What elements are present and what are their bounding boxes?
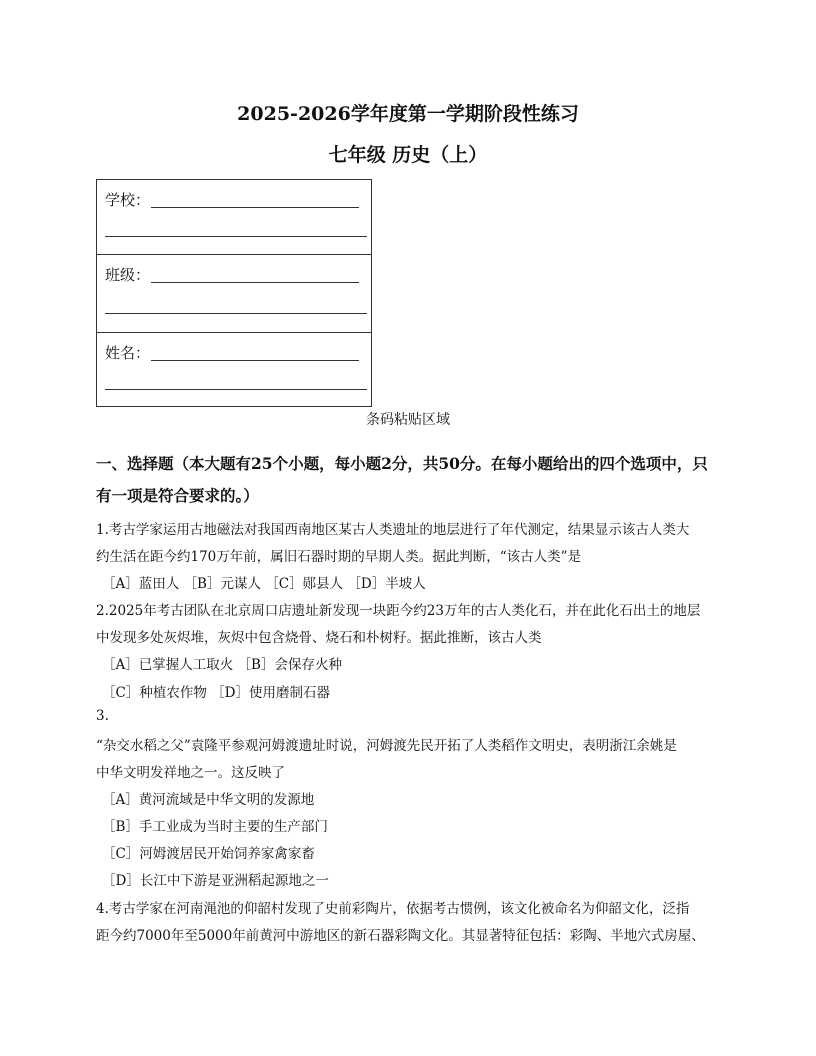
class-field[interactable] [151,282,359,283]
question-2-text-cont: 中发现多处灰烬堆，灰烬中包含烧骨、烧石和朴树籽。据此推断，该古人类 [96,630,542,646]
section-heading-cont: 有一项是符合要求的。） [96,486,259,505]
student-info-box [96,179,372,407]
section-heading: 一、选择题（本大题有25个小题，每小题2分，共50分。在每小题给出的四个选项中，只 [96,454,708,473]
question-3-option-a: ［A］黄河流域是中华文明的发源地 [102,792,315,808]
divider [97,254,371,255]
question-3-option-c: ［C］河姆渡居民开始饲养家禽家畜 [102,846,315,862]
name-field-line2[interactable] [105,389,367,390]
question-2-options-ab: ［A］已掌握人工取火 ［B］会保存火种 [102,657,342,673]
school-label: 学校： [105,191,151,209]
page-title: 2025-2026学年度第一学期阶段性练习 [237,103,579,125]
barcode-area-label: 条码粘贴区域 [366,412,450,428]
question-1-options: ［A］蓝田人 ［B］元谋人 ［C］郧县人 ［D］半坡人 [102,576,426,592]
question-2-options-cd: ［C］种植农作物 ［D］使用磨制石器 [102,685,330,701]
question-4-text: 4.考古学家在河南渑池的仰韶村发现了史前彩陶片，依据考古惯例，该文化被命名为仰韶文化，泛指 [96,901,690,917]
school-field-line2[interactable] [105,236,367,237]
divider [97,332,371,333]
question-3-number: 3. [96,708,109,724]
name-label: 姓名： [105,344,151,362]
question-4-text-cont: 距今约7000年至5000年前黄河中游地区的新石器彩陶文化。其显著特征包括：彩陶、半地穴式房屋、 [96,928,705,944]
question-2-text: 2.2025年考古团队在北京周口店遗址新发现一块距今约23万年的古人类化石，并在此化石出土的地层 [96,603,701,619]
school-field[interactable] [151,207,359,208]
question-3-option-d: ［D］长江中下游是亚洲稻起源地之一 [102,873,329,889]
page-subtitle: 七年级 历史（上） [328,144,488,166]
class-label: 班级： [105,266,151,284]
question-3-text: “杂交水稻之父”袁隆平参观河姆渡遗址时说，河姆渡先民开拓了人类稻作文明史，表明浙江余姚是 [96,738,677,754]
class-field-line2[interactable] [105,313,367,314]
question-1-text-cont: 约生活在距今约170万年前，属旧石器时期的早期人类。据此判断，“该古人类”是 [96,549,582,565]
name-field[interactable] [151,360,359,361]
question-3-text-cont: 中华文明发祥地之一。这反映了 [96,765,285,781]
question-1-text: 1.考古学家运用古地磁法对我国西南地区某古人类遗址的地层进行了年代测定，结果显示该古人类大 [96,522,690,538]
question-3-option-b: ［B］手工业成为当时主要的生产部门 [102,819,328,835]
